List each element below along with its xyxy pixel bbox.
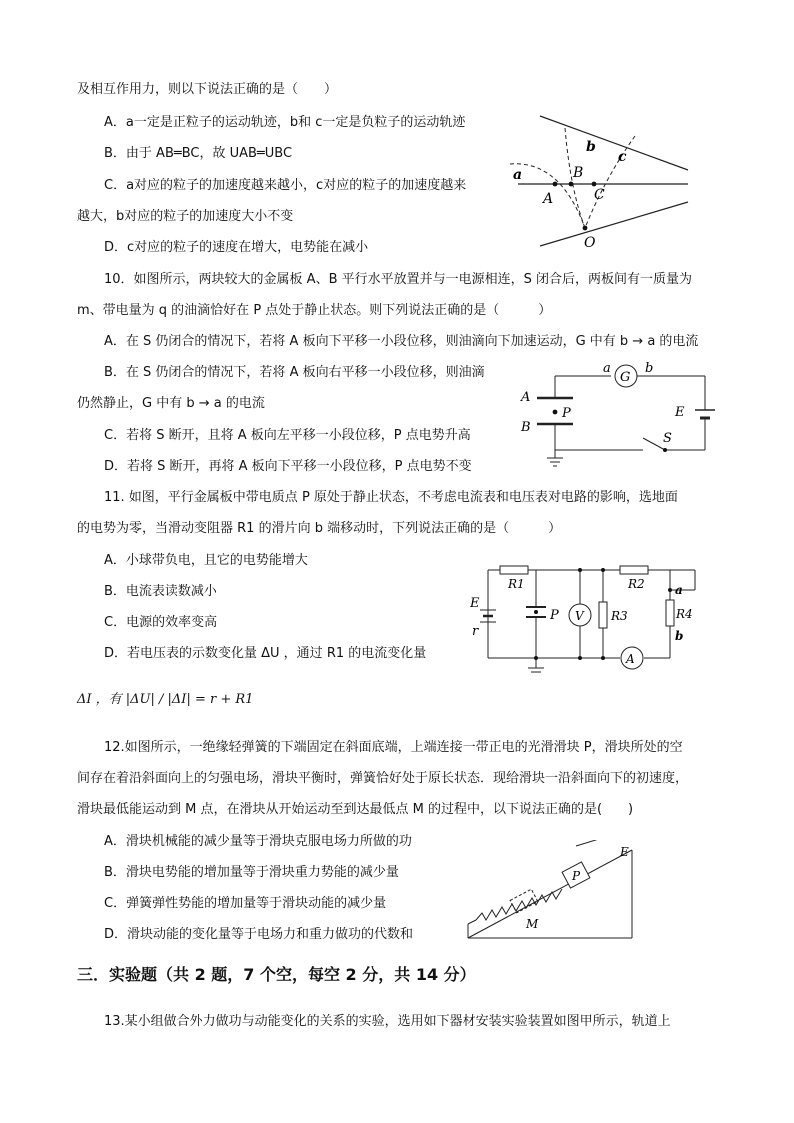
label-a: a [513, 167, 523, 183]
label-b: b [586, 139, 596, 155]
q9-option-a: A．a一定是正粒子的运动轨迹，b和 c一定是负粒子的运动轨迹 [104, 115, 466, 130]
q12-option-a: A．滑块机械能的减少量等于滑块克服电场力所做的功 [104, 834, 412, 849]
switch-s-label: S [663, 431, 672, 446]
q12-stem: 12.如图所示，一绝缘轻弹簧的下端固定在斜面底端，上端连接一带正电的光滑滑块 P，滑块所处的空 [104, 740, 683, 755]
capacitor-circuit-figure [515, 358, 720, 473]
q9-option-d: D．c对应的粒子的速度在增大，电势能在减小 [104, 240, 369, 255]
terminal-b-label: b [645, 361, 654, 376]
q11-option-c: C．电源的效率变高 [104, 615, 218, 630]
resistor-circuit-figure [470, 560, 710, 680]
q11-formula: ΔI ，有 |ΔU| / |ΔI| = r + R1 [77, 692, 254, 707]
q12-option-d: D．滑块动能的变化量等于电场力和重力做功的代数和 [104, 927, 414, 942]
q10-option-b-cont: 仍然静止，G 中有 b → a 的电流 [77, 396, 265, 411]
q10-option-d: D．若将 S 断开，再将 A 板向下平移一小段位移，P 点电势不变 [104, 459, 472, 474]
r3-label: R3 [611, 609, 628, 623]
q9-option-b: B．由于 AB═BC，故 UAB═UBC [104, 146, 293, 161]
q10-option-a: A．在 S 仍闭合的情况下，若将 A 板向下平移一小段位移，则油滴向下加速运动，G 中有 b → a 的电流 [104, 334, 699, 349]
plate-b-label: B [521, 420, 531, 435]
q13-stem: 13.某小组做合外力做功与动能变化的关系的实验，选用如下器材安装实验装置如图甲所示，轨道上 [104, 1014, 671, 1029]
label-point-b: B [573, 165, 584, 181]
label-point-c: C [594, 187, 605, 203]
q12-option-b: B．滑块电势能的增加量等于滑块重力势能的减少量 [104, 865, 399, 880]
q9-stem-end: 及相互作用力，则以下说法正确的是（ ） [77, 82, 338, 97]
q11-stem: 11. 如图，平行金属板中带电质点 P 原处于静止状态，不考虑电流表和电压表对电路的影响，选地面 [104, 490, 678, 505]
galvanometer-label: G [620, 370, 631, 385]
field-e-label: E [620, 845, 629, 859]
q11-option-d: D．若电压表的示数变化量 ΔU ，通过 R1 的电流变化量 [104, 646, 427, 661]
q12-stem-cont1: 间存在着沿斜面向上的匀强电场，滑块平衡时，弹簧恰好处于原长状态．现给滑块一沿斜面向下的初速度， [77, 771, 689, 786]
q9-option-c: C．a对应的粒子的加速度越来越小，c对应的粒子的加速度越来 [104, 178, 467, 193]
q11-option-b: B．电流表读数减小 [104, 584, 217, 599]
ammeter-label: A [626, 652, 635, 666]
label-point-a: A [543, 191, 554, 207]
voltmeter-label: V [575, 609, 584, 623]
q11-stem-cont: 的电势为零，当滑动变阻器 R1 的滑片向 b 端移动时，下列说法正确的是（ ） [77, 521, 562, 536]
point-m-label: M [526, 917, 539, 931]
q12-option-c: C．弹簧弹性势能的增加量等于滑块动能的减少量 [104, 896, 387, 911]
label-point-o: O [584, 235, 596, 251]
source-e-label: E [675, 405, 685, 420]
r4-label: R4 [676, 607, 693, 621]
block-p-label: P [572, 869, 581, 883]
point-p-label: P [562, 406, 571, 421]
slider-a-label: a [675, 583, 683, 597]
p-label: P [550, 608, 559, 623]
q10-option-c: C．若将 S 断开，且将 A 板向左平移一小段位移，P 点电势升高 [104, 428, 471, 443]
q10-stem-cont: m、带电量为 q 的油滴恰好在 P 点处于静止状态。则下列说法正确的是（ ） [77, 303, 552, 318]
label-c: c [618, 149, 627, 165]
trajectory-figure [510, 108, 695, 253]
section-title: 三．实验题（共 2 题，7 个空，每空 2 分，共 14 分） [77, 965, 476, 984]
slider-b-label: b [675, 629, 684, 643]
q10-option-b: B．在 S 仍闭合的情况下，若将 A 板向右平移一小段位移，则油滴 [104, 365, 485, 380]
r1-label: R1 [508, 577, 525, 591]
terminal-a-label: a [603, 361, 611, 376]
plate-a-label: A [521, 390, 531, 405]
q11-option-a: A．小球带负电，且它的电势能增大 [104, 553, 308, 568]
incline-figure [460, 840, 660, 945]
q10-stem: 10．如图所示，两块较大的金属板 A、B 平行水平放置并与一电源相连，S 闭合后，两板间有一质量为 [104, 272, 693, 287]
r2-label: R2 [628, 577, 645, 591]
q9-option-c-cont: 越大，b对应的粒子的加速度大小不变 [77, 209, 294, 224]
emf-e-label: E [470, 596, 480, 611]
q12-stem-cont2: 滑块最低能运动到 M 点，在滑块从开始运动至到达最低点 M 的过程中，以下说法正确的是( ) [77, 802, 634, 817]
internal-r-label: r [472, 624, 479, 639]
